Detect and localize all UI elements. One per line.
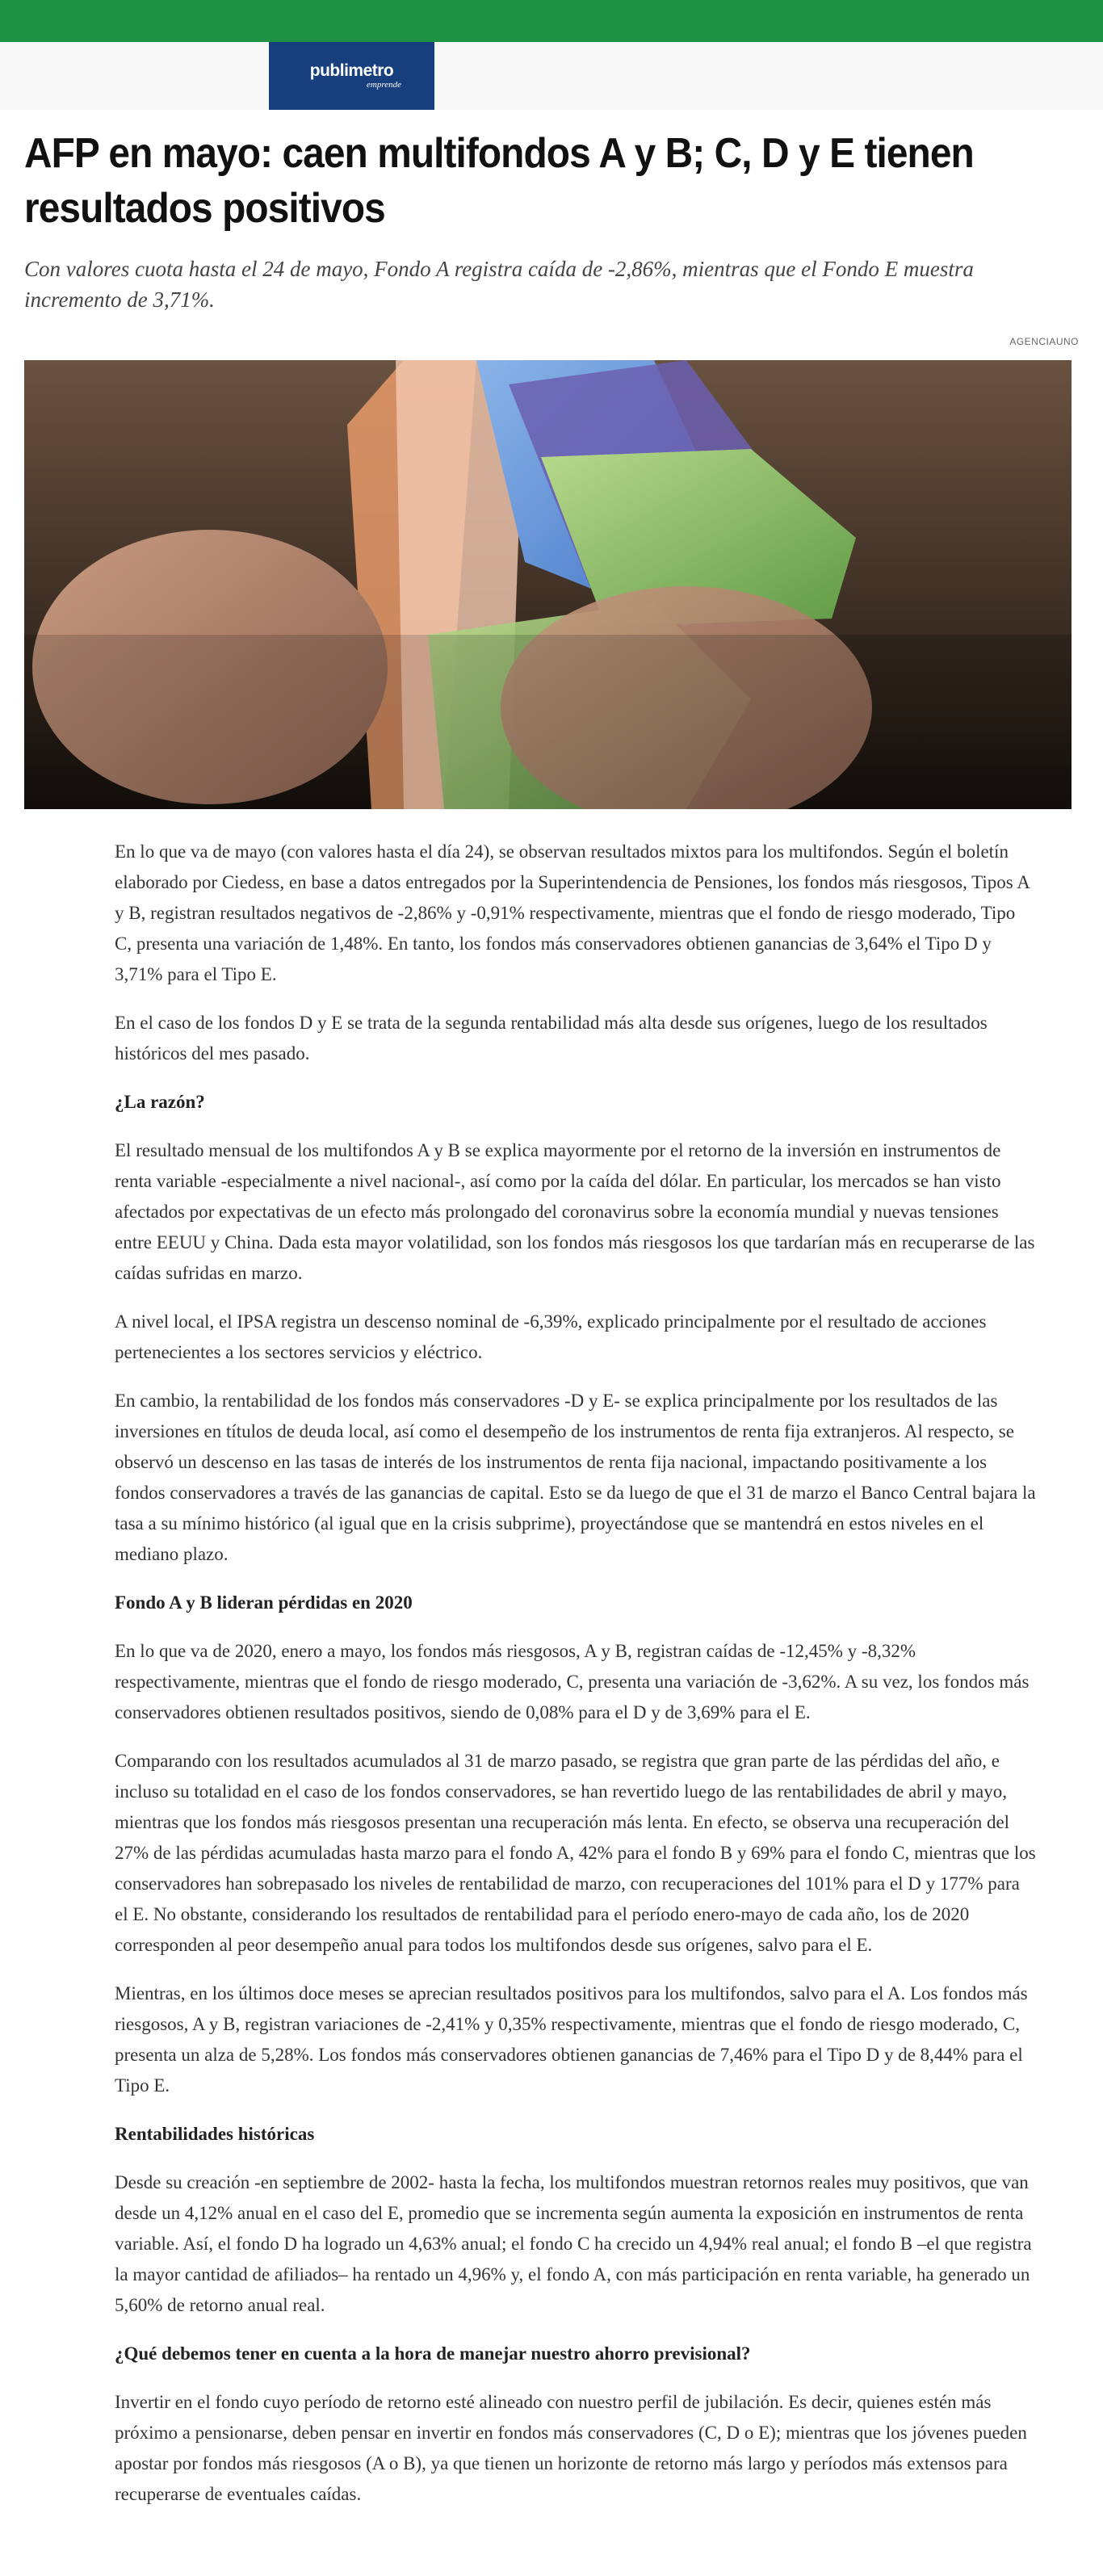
- body-paragraph: En el caso de los fondos D y E se trata de la segunda rentabilidad más alta desde sus orígenes, luego de los resultados históricos del mes pasado.: [115, 1013, 988, 1064]
- body-paragraph: Mientras, en los últimos doce meses se aprecian resultados positivos para los multifondos, salvo para el A. Los fondos más riesgosos, A y B, registran variaciones de -2,41% y 0,35% respectivamente, mientras que el fondo de riesgo moderado, C, presenta un alza de 5,28%. Los fondos más conservadores obtienen ganancias de 7,46% para el Tipo D y de 8,44% para el Tipo E.: [115, 1983, 1028, 2096]
- publimetro-logo[interactable]: [269, 42, 434, 110]
- body-paragraph: En lo que va de mayo (con valores hasta el día 24), se observan resultados mixtos para los multifondos. Según el boletín elaborado por Ciedess, en base a datos entregados por la Superintendencia de Pensiones, los fondos más riesgosos, Tipos A y B, registran resultados negativos de -2,86% y -0,91% respectivamente, mientras que el fondo de riesgo moderado, Tipo C, presenta una variación de 1,48%. En tanto, los fondos más conservadores obtienen ganancias de 3,64% el Tipo D y 3,71% para el Tipo E.: [115, 841, 1030, 984]
- article-container: [0, 126, 1103, 2510]
- top-green-bar: [0, 0, 1103, 42]
- body-paragraph: Desde su creación -en septiembre de 2002- hasta la fecha, los multifondos muestran retornos reales muy positivos, que van desde un 4,12% anual en el caso del E, promedio que se incrementa según aumenta la exposición en instrumentos de renta variable. Así, el fondo D ha logrado un 4,63% anual; el fondo C ha crecido un 4,94% real anual; el fondo B –el que registra la mayor cantidad de afiliados– ha rentado un 4,96% y, el fondo A, con más participación en renta variable, ha generado un 5,60% de retorno anual real.: [115, 2172, 1032, 2315]
- banknotes-photo: [24, 360, 1072, 809]
- section-heading: ¿Qué debemos tener en cuenta a la hora de manejar nuestro ahorro previsional?: [115, 2343, 751, 2364]
- article-body: [24, 837, 1079, 2510]
- site-header: [0, 42, 1103, 110]
- article-title: AFP en mayo: caen multifondos A y B; C, D y E tienen resultados positivos: [24, 130, 974, 232]
- body-paragraph: El resultado mensual de los multifondos A y B se explica mayormente por el retorno de la inversión en instrumentos de renta variable -especialmente a nivel nacional-, así como por la caída del dólar. En particular, los mercados se han visto afectados por expectativas de un efecto más prolongado del coronavirus sobre la economía mundial y nuevas tensiones entre EEUU y China. Dada esta mayor volatilidad, son los fondos más riesgosos los que tardarían más en recuperarse de las caídas sufridas en marzo.: [115, 1140, 1035, 1283]
- section-heading: Fondo A y B lideran pérdidas en 2020: [115, 1592, 413, 1613]
- body-paragraph: En lo que va de 2020, enero a mayo, los fondos más riesgosos, A y B, registran caídas de -12,45% y -8,32% respectivamente, mientras que el fondo de riesgo moderado, C, presenta una variación de -3,62%. A su vez, los fondos más conservadores obtienen resultados positivos, siendo de 0,08% para el D y de 3,69% para el E.: [115, 1641, 1030, 1722]
- body-paragraph: Invertir en el fondo cuyo período de retorno esté alineado con nuestro perfil de jubilación. Es decir, quienes estén más próximo a pensionarse, deben pensar en invertir en fondos más conservadores (C, D o E); mientras que los jóvenes pueden apostar por fondos más riesgosos (A o B), ya que tienen un horizonte de retorno más largo y períodos más extensos para recuperarse de eventuales caídas.: [115, 2392, 1027, 2504]
- body-paragraph: A nivel local, el IPSA registra un descenso nominal de -6,39%, explicado principalmente por el resultado de acciones pertenecientes a los sectores servicios y eléctrico.: [115, 1311, 987, 1362]
- logo-wordmark: publimetro: [309, 61, 394, 80]
- photo-credit: AGENCIAUNO: [1009, 336, 1079, 347]
- section-heading: Rentabilidades históricas: [115, 2124, 315, 2144]
- section-heading: ¿La razón?: [115, 1092, 205, 1112]
- body-paragraph: Comparando con los resultados acumulados al 31 de marzo pasado, se registra que gran parte de las pérdidas del año, e incluso su totalidad en el caso de los fondos conservadores, se han revertido luego de las rentabilidades de abril y mayo, mientras que los fondos más riesgosos presentan una recuperación más lenta. En efecto, se observa una recuperación del 27% de las pérdidas acumuladas hasta marzo para el fondo A, 42% para el fondo B y 69% para el fondo C, mientras que los conservadores han sobrepasado los niveles de rentabilidad de marzo, con recuperaciones del 101% para el D y 177% para el E. No obstante, considerando los resultados de rentabilidad para el período enero-mayo de cada año, los de 2020 corresponden al peor desempeño anual para todos los multifondos desde sus orígenes, salvo para el E.: [115, 1751, 1036, 1955]
- article-subtitle: Con valores cuota hasta el 24 de mayo, Fondo A registra caída de -2,86%, mientras que el Fondo E muestra incremento de 3,71%.: [24, 257, 974, 312]
- body-paragraph: En cambio, la rentabilidad de los fondos más conservadores -D y E- se explica principalmente por los resultados de las inversiones en títulos de deuda local, así como el desempeño de los instrumentos de renta fija extranjeros. Al respecto, se observó un descenso en las tasas de interés de los instrumentos de renta fija nacional, impactando positivamente a los fondos conservadores a través de las ganancias de capital. Esto se da luego de que el 31 de marzo el Banco Central bajara la tasa a su mínimo histórico (al igual que en la crisis subprime), proyectándose que se mantendrá en estos niveles en el mediano plazo.: [115, 1391, 1036, 1564]
- logo-tagline: emprende: [367, 80, 401, 90]
- hero-image: [24, 360, 1072, 809]
